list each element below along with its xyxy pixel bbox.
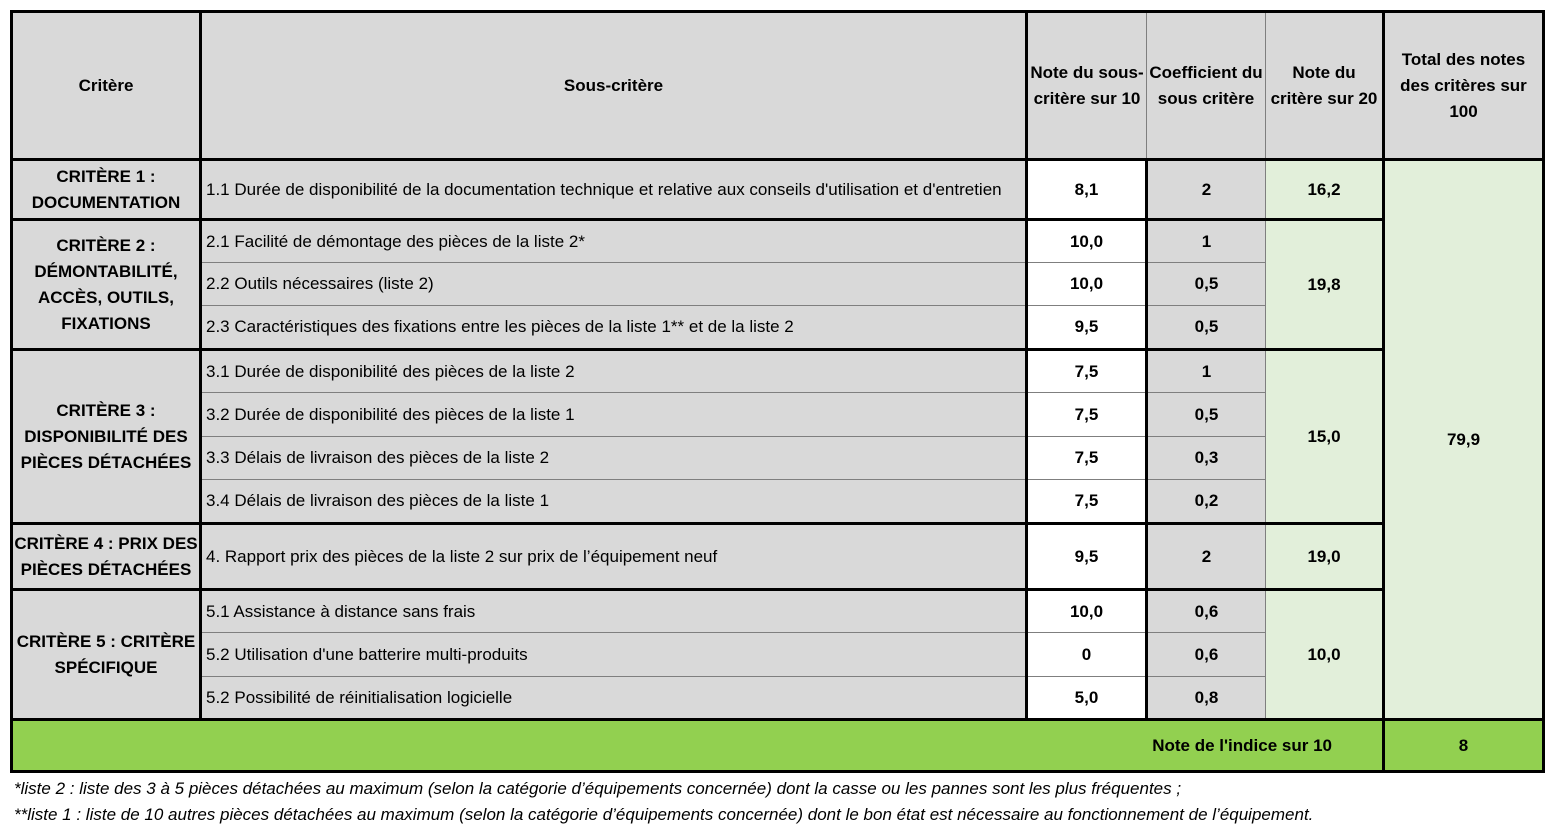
subcriterion-label: 3.1 Durée de disponibilité des pièces de la liste 2 bbox=[201, 350, 1027, 393]
subcriterion-coefficient: 0,5 bbox=[1147, 306, 1266, 350]
subcriterion-coefficient: 0,6 bbox=[1147, 590, 1266, 633]
subcriterion-coefficient: 0,3 bbox=[1147, 437, 1266, 480]
subcriterion-label: 1.1 Durée de disponibilité de la documentation technique et relative aux conseils d'utilisation et d'entretien bbox=[201, 160, 1027, 220]
subcriterion-score: 10,0 bbox=[1027, 263, 1147, 306]
subcriterion-coefficient: 0,8 bbox=[1147, 677, 1266, 720]
subcriterion-label: 5.2 Utilisation d'une batterire multi-produits bbox=[201, 633, 1027, 677]
footnote-liste-1: **liste 1 : liste de 10 autres pièces détachées au maximum (selon la catégorie d’équipements concernée) dont le bon état est nécessaire au fonctionnement de l’équipement. bbox=[14, 805, 1314, 824]
subcriterion-row bbox=[12, 350, 1544, 393]
subcriterion-label: 3.4 Délais de livraison des pièces de la liste 1 bbox=[201, 480, 1027, 524]
header-criterion-score: Note du critère sur 20 bbox=[1266, 12, 1384, 160]
subcriterion-score: 8,1 bbox=[1027, 160, 1147, 220]
index-row bbox=[12, 720, 1544, 772]
criterion-score: 19,8 bbox=[1266, 220, 1384, 350]
criterion-label: CRITÈRE 2 : DÉMONTABILITÉ, ACCÈS, OUTILS, FIXATIONS bbox=[12, 220, 201, 350]
subcriterion-row bbox=[12, 524, 1544, 590]
criterion-label: CRITÈRE 1 : DOCUMENTATION bbox=[12, 160, 201, 220]
subcriterion-score: 10,0 bbox=[1027, 220, 1147, 263]
subcriterion-coefficient: 0,5 bbox=[1147, 263, 1266, 306]
header-coefficient: Coefficient du sous critère bbox=[1147, 12, 1266, 160]
subcriterion-label: 2.2 Outils nécessaires (liste 2) bbox=[201, 263, 1027, 306]
criterion-score: 16,2 bbox=[1266, 160, 1384, 220]
subcriterion-label: 3.2 Durée de disponibilité des pièces de la liste 1 bbox=[201, 393, 1027, 437]
footnote-liste-2: *liste 2 : liste des 3 à 5 pièces détachées au maximum (selon la catégorie d’équipements concernée) dont la casse ou les pannes sont les plus fréquentes ; bbox=[14, 779, 1182, 798]
criterion-label: CRITÈRE 4 : PRIX DES PIÈCES DÉTACHÉES bbox=[12, 524, 201, 590]
subcriterion-coefficient: 0,5 bbox=[1147, 393, 1266, 437]
header-sub-score: Note du sous-critère sur 10 bbox=[1027, 12, 1147, 160]
subcriterion-label: 4. Rapport prix des pièces de la liste 2 sur prix de l’équipement neuf bbox=[201, 524, 1027, 590]
index-value: 8 bbox=[1384, 720, 1544, 772]
subcriterion-score: 0 bbox=[1027, 633, 1147, 677]
subcriterion-label: 5.1 Assistance à distance sans frais bbox=[201, 590, 1027, 633]
subcriterion-row bbox=[12, 590, 1544, 633]
header-total: Total des notes des critères sur 100 bbox=[1384, 12, 1544, 160]
index-label: Note de l'indice sur 10 bbox=[12, 720, 1384, 772]
subcriterion-coefficient: 2 bbox=[1147, 160, 1266, 220]
criterion-label: CRITÈRE 3 : DISPONIBILITÉ DES PIÈCES DÉTACHÉES bbox=[12, 350, 201, 524]
criterion-score: 15,0 bbox=[1266, 350, 1384, 524]
subcriterion-row bbox=[12, 160, 1544, 220]
subcriterion-label: 2.1 Facilité de démontage des pièces de la liste 2* bbox=[201, 220, 1027, 263]
subcriterion-score: 9,5 bbox=[1027, 306, 1147, 350]
subcriterion-coefficient: 2 bbox=[1147, 524, 1266, 590]
subcriterion-score: 7,5 bbox=[1027, 393, 1147, 437]
subcriterion-score: 7,5 bbox=[1027, 350, 1147, 393]
footnotes bbox=[14, 776, 1313, 828]
subcriterion-score: 10,0 bbox=[1027, 590, 1147, 633]
subcriterion-score: 7,5 bbox=[1027, 480, 1147, 524]
subcriterion-score: 9,5 bbox=[1027, 524, 1147, 590]
subcriterion-coefficient: 0,2 bbox=[1147, 480, 1266, 524]
criterion-label: CRITÈRE 5 : CRITÈRE SPÉCIFIQUE bbox=[12, 590, 201, 720]
subcriterion-label: 3.3 Délais de livraison des pièces de la liste 2 bbox=[201, 437, 1027, 480]
subcriterion-coefficient: 1 bbox=[1147, 350, 1266, 393]
subcriterion-row bbox=[12, 220, 1544, 263]
total-score: 79,9 bbox=[1384, 160, 1544, 720]
header-row bbox=[12, 12, 1544, 160]
criterion-score: 19,0 bbox=[1266, 524, 1384, 590]
header-criterion: Critère bbox=[12, 12, 201, 160]
subcriterion-label: 2.3 Caractéristiques des fixations entre les pièces de la liste 1** et de la liste 2 bbox=[201, 306, 1027, 350]
repairability-index-table bbox=[10, 10, 1545, 773]
criterion-score: 10,0 bbox=[1266, 590, 1384, 720]
header-subcriterion: Sous-critère bbox=[201, 12, 1027, 160]
subcriterion-coefficient: 0,6 bbox=[1147, 633, 1266, 677]
subcriterion-score: 5,0 bbox=[1027, 677, 1147, 720]
subcriterion-coefficient: 1 bbox=[1147, 220, 1266, 263]
subcriterion-label: 5.2 Possibilité de réinitialisation logicielle bbox=[201, 677, 1027, 720]
subcriterion-score: 7,5 bbox=[1027, 437, 1147, 480]
